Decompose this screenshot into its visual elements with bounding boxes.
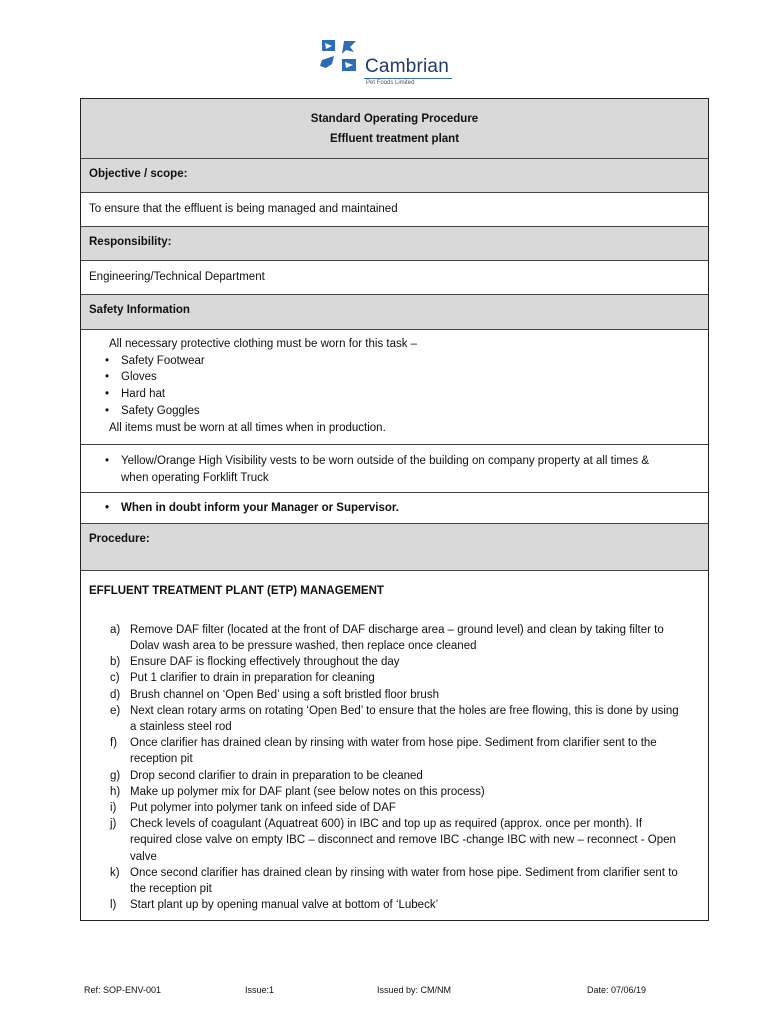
logo-rule [364,78,452,79]
company-logo [318,38,458,90]
step-text: reception pit [130,753,193,766]
procedure-step [81,670,708,686]
safety-item-gloves: Gloves [121,371,157,384]
logo-subtitle: Pet Foods Limited [366,80,415,86]
list-item: • Gloves [105,371,157,384]
step-text: Make up polymer mix for DAF plant (see below notes on this process) [130,785,485,798]
sop-header [81,99,708,159]
step-text: Put polymer into polymer tank on infeed side of DAF [130,801,396,814]
document-subtitle: Effluent treatment plant [329,132,460,145]
footer-issued-by: Issued by: CM/NM [377,985,452,995]
document-title: Standard Operating Procedure [310,113,479,125]
doubt-note-text: When in doubt inform your Manager or Supervisor. [121,502,399,514]
step-text: Check levels of coagulant (Aquatreat 600) in IBC and top up as required (approx. once per month). If [130,818,643,831]
step-text: Remove DAF filter (located at the front of DAF discharge area – ground level) and clean by taking filter to [130,623,664,636]
objective-row [81,193,708,227]
safety-intro: All necessary protective clothing must be worn for this task – [109,338,418,350]
step-marker: e) [110,704,121,717]
list-item: • Safety Goggles [105,404,200,417]
safety-heading: Safety Information [89,304,190,316]
footer-issue: Issue:1 [245,985,275,995]
footer-date: Date: 07/06/19 [587,985,647,995]
step-text: Drop second clarifier to drain in preparation to be cleaned [130,769,423,782]
vest-note: • Yellow/Orange High Visibility vests to be worn outside of the building on company property at all times & when operating Forklift Truck [105,455,650,484]
step-marker: i) [110,801,117,814]
safety-list [81,353,708,420]
doubt-note: • When in doubt inform your Manager or Supervisor. [105,502,399,514]
vest-note-line2: when operating Forklift Truck [121,471,269,484]
step-marker: d) [110,688,121,701]
step-marker: h) [110,785,121,798]
responsibility-heading: Responsibility: [89,236,172,248]
sop-table [80,98,709,921]
vest-note-list [81,453,708,486]
bird-logo-icon [318,38,364,78]
step-text: Start plant up by opening manual valve at bottom of ‘Lubeck’ [130,899,439,912]
list-item: • Hard hat [105,388,166,401]
step-text: the reception pit [130,882,212,895]
procedure-body [81,571,708,921]
vest-note-row [81,445,708,493]
step-marker: l) [110,899,117,912]
procedure-step [81,897,708,913]
safety-item-hard-hat: Hard hat [121,388,166,401]
step-marker: c) [110,672,120,685]
procedure-step [81,800,708,816]
step-text: Next clean rotary arms on rotating ‘Open Bed’ to ensure that the holes are free flowing, this is done by using [130,704,679,717]
procedure-steps [81,622,708,914]
responsibility-row [81,261,708,295]
doubt-note-list [81,500,708,517]
objective-heading: Objective / scope: [89,168,188,180]
procedure-step [81,784,708,800]
vest-note-line1: Yellow/Orange High Visibility vests to be worn outside of the building on company property at all times & [121,455,650,467]
procedure-step [81,703,708,735]
safety-item-goggles: Safety Goggles [121,404,200,417]
step-text: Once second clarifier has drained clean by rinsing with water from hose pipe. Sediment from clarifier sent to [130,866,678,879]
safety-outro: All items must be worn at all times when in production. [109,421,386,434]
procedure-step [81,654,708,670]
step-text: Put 1 clarifier to drain in preparation for cleaning [130,672,375,685]
procedure-step [81,687,708,703]
procedure-step [81,622,708,654]
objective-text: To ensure that the effluent is being managed and maintained [89,203,398,215]
step-text: Dolav wash area to be pressure washed, then replace once cleaned [130,639,477,652]
procedure-heading-row [81,524,708,571]
doubt-note-row [81,493,708,524]
procedure-step [81,865,708,897]
step-text: Ensure DAF is flocking effectively throughout the day [130,656,400,669]
step-text: Once clarifier has drained clean by rinsing with water from hose pipe. Sediment from clarifier sent to the [130,737,657,750]
responsibility-heading-row [81,227,708,261]
step-marker: f) [110,737,118,750]
step-marker: j) [110,818,117,831]
footer-ref: Ref: SOP-ENV-001 [84,985,162,995]
procedure-step [81,816,708,865]
procedure-step [81,768,708,784]
list-item: • Safety Footwear [105,354,205,367]
objective-heading-row [81,159,708,193]
step-marker: g) [110,769,121,782]
safety-info-row [81,330,708,445]
safety-heading-row [81,295,708,330]
logo-brand-text: Cambrian [365,56,449,77]
procedure-step [81,735,708,767]
step-text: valve [130,850,157,863]
step-text: required close valve on empty IBC – disconnect and remove IBC -change IBC with new – reconnect - Open [130,834,676,847]
procedure-section-title: EFFLUENT TREATMENT PLANT (ETP) MANAGEMENT [89,585,384,597]
step-marker: k) [110,866,120,879]
step-text: a stainless steel rod [130,720,232,733]
safety-item-footwear: Safety Footwear [121,354,205,367]
step-marker: a) [110,623,121,636]
step-text: Brush channel on ‘Open Bed’ using a soft bristled floor brush [130,688,439,701]
responsibility-text: Engineering/Technical Department [89,271,265,283]
step-marker: b) [110,656,121,669]
procedure-heading: Procedure: [89,533,150,545]
